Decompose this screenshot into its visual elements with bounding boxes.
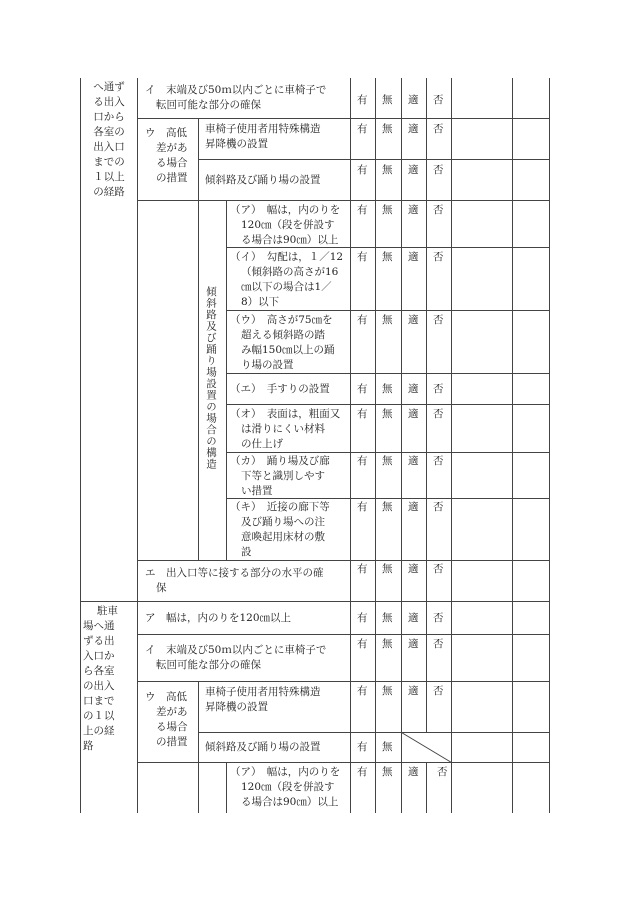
mark-ok: 適 (408, 455, 419, 467)
b-item-u-text: ウ 高低 差があ る場合 の措置 (145, 691, 188, 748)
mark-ok: 適 (408, 164, 419, 176)
sub-item-i: （イ） 勾配は，１／12 （傾斜路の高さが16 ㎝以下の場合は1／ 8）以下 (230, 251, 344, 308)
mark-no: 無 (382, 408, 393, 420)
mark-yes: 有 (357, 455, 368, 467)
mark-ng: 否 (433, 123, 444, 135)
mark-ng: 否 (433, 563, 444, 575)
mark-ok: 適 (408, 408, 419, 420)
item-e-text: エ 出入口等に接する部分の水平の確 保 (145, 567, 324, 594)
mark-ok: 適 (408, 251, 419, 263)
sub-item-o: （オ） 表面は，粗面又 は滑りにくい材料 の仕上げ (230, 408, 341, 450)
sub-item-ka: （カ） 踊り場及び廊 下等と識別しやす い措置 (230, 455, 330, 497)
item-u-text: ウ 高低 差があ る場合 の措置 (145, 127, 188, 184)
sub-item-ki: （キ） 近接の廊下等 及び踊り場への注 意喚起用床材の敷 設 (230, 501, 330, 558)
mark-ok: 適 (408, 123, 419, 135)
u-sub1-text: 車椅子使用者用特殊構造 昇降機の設置 (205, 123, 321, 150)
mark-yes: 有 (357, 766, 368, 778)
mark-yes: 有 (357, 638, 368, 650)
not-applicable-slash (402, 733, 452, 763)
sub-item-e: （エ） 手すりの設置 (230, 383, 330, 395)
mark-ng: 否 (433, 612, 444, 624)
mark-no: 無 (382, 94, 393, 106)
mark-no: 無 (382, 164, 393, 176)
mark-ok: 適 (408, 204, 419, 216)
mark-ng: 否 (433, 314, 444, 326)
mark-yes: 有 (357, 251, 368, 263)
sub-item-u: （ウ） 高さが75㎝を 超える傾斜路の踏 み幅150㎝以上の踊 り場の設置 (230, 314, 335, 371)
mark-no: 無 (382, 455, 393, 467)
mark-ok: 適 (408, 563, 419, 575)
b-sub-item-a: （ア） 幅は，内のりを 120㎝（段を併設す る場合は90㎝）以上 (230, 766, 341, 808)
mark-no: 無 (382, 685, 393, 697)
b-u-sub2-text: 傾斜路及び踊り場の設置 (205, 741, 321, 753)
mark-yes: 有 (357, 408, 368, 420)
b-u-sub1-text: 車椅子使用者用特殊構造 昇降機の設置 (205, 686, 321, 713)
mark-ok: 適 (408, 94, 419, 106)
mark-yes: 有 (357, 501, 368, 513)
mark-yes: 有 (357, 204, 368, 216)
mark-yes: 有 (357, 685, 368, 697)
u-sub2-text: 傾斜路及び踊り場の設置 (205, 174, 321, 186)
mark-ng: 否 (433, 94, 444, 106)
mark-ng: 否 (433, 408, 444, 420)
mark-ok: 適 (408, 766, 419, 778)
mark-yes: 有 (357, 612, 368, 624)
mark-no: 無 (382, 314, 393, 326)
mark-no: 無 (382, 563, 393, 575)
mark-ok: 適 (408, 612, 419, 624)
mark-yes: 有 (357, 94, 368, 106)
sub-item-a: （ア） 幅は，内のりを 120㎝（段を併設す る場合は90㎝）以上 (230, 204, 341, 246)
section-a-heading: へ通ず る出入 口から 各室の 出入口 までの １以上 の経路 (93, 81, 125, 198)
mark-ng: 否 (437, 766, 448, 778)
mark-ok: 適 (408, 314, 419, 326)
mark-ok: 適 (408, 638, 419, 650)
mark-no: 無 (382, 251, 393, 263)
mark-yes: 有 (357, 383, 368, 395)
section-b-heading: 駐車 場へ通 ずる出 入口か ら各室 の出入 口まで の１以 上の経 路 (83, 605, 118, 752)
mark-no: 無 (382, 501, 393, 513)
mark-no: 無 (382, 638, 393, 650)
mark-no: 無 (382, 612, 393, 624)
mark-ok: 適 (408, 383, 419, 395)
mark-no: 無 (382, 204, 393, 216)
mark-yes: 有 (357, 164, 368, 176)
mark-yes: 有 (357, 563, 368, 575)
mark-ok: 適 (408, 501, 419, 513)
mark-ng: 否 (433, 455, 444, 467)
mark-no: 無 (382, 383, 393, 395)
structure-label: 傾斜路及び踊り場設置の場合の構造 (205, 286, 217, 470)
mark-yes: 有 (357, 741, 368, 753)
mark-ng: 否 (433, 685, 444, 697)
mark-ng: 否 (433, 164, 444, 176)
item-i-text: イ 末端及び50ｍ以内ごとに車椅子で 転回可能な部分の確保 (145, 84, 327, 111)
mark-ok: 適 (408, 685, 419, 697)
mark-ng: 否 (433, 638, 444, 650)
mark-no: 無 (382, 741, 393, 753)
mark-ng: 否 (433, 204, 444, 216)
mark-no: 無 (382, 123, 393, 135)
b-item-i-text: イ 末端及び50ｍ以内ごとに車椅子で 転回可能な部分の確保 (145, 644, 327, 671)
b-item-a-text: ア 幅は，内のりを120㎝以上 (145, 612, 292, 624)
mark-no: 無 (382, 766, 393, 778)
mark-ng: 否 (433, 383, 444, 395)
mark-yes: 有 (357, 314, 368, 326)
mark-ng: 否 (433, 251, 444, 263)
mark-yes: 有 (357, 123, 368, 135)
mark-ng: 否 (433, 501, 444, 513)
